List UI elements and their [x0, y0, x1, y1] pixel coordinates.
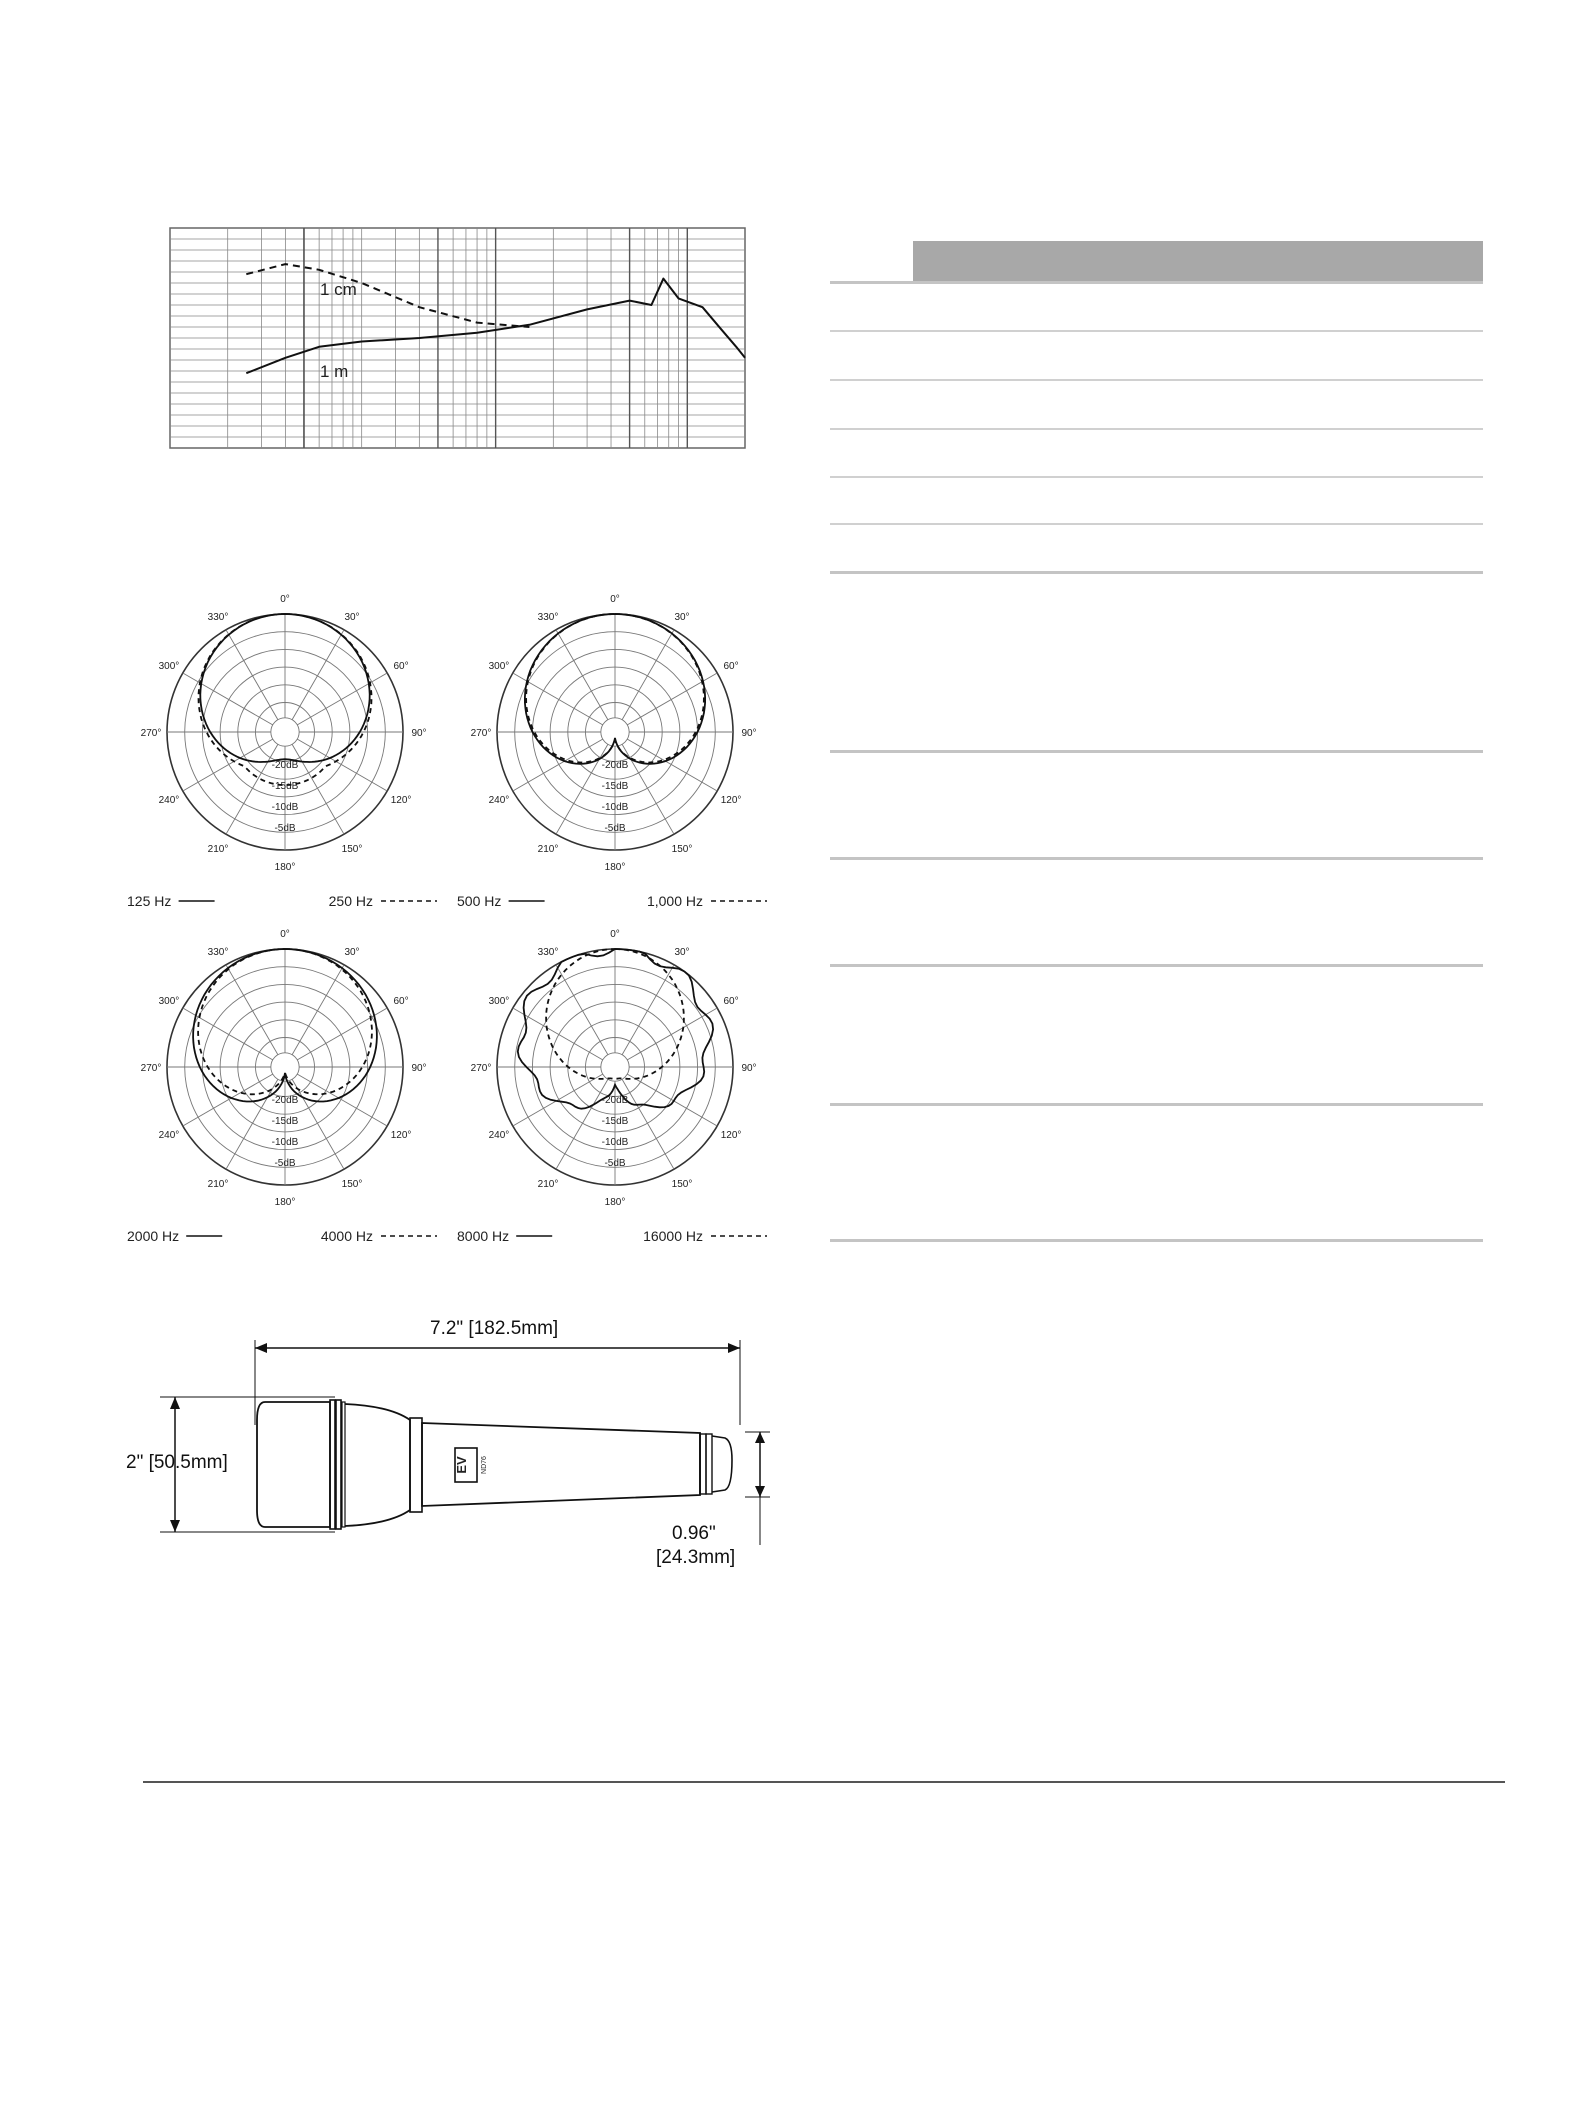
- polar-spoke: [292, 965, 344, 1055]
- polar-angle-label: 30°: [674, 946, 690, 958]
- polar-angle-label: 210°: [537, 1179, 559, 1191]
- polar-db-label: -5dB: [604, 1158, 626, 1169]
- polar-legend-dashed: 250 Hz: [328, 893, 373, 909]
- spec-table-header: [913, 241, 1483, 281]
- polar-spoke: [556, 965, 608, 1055]
- ev-logo-text: EV: [454, 1456, 469, 1474]
- polar-spoke: [226, 965, 278, 1055]
- polar-legend-solid: 2000 Hz: [127, 1228, 180, 1244]
- polar-spoke: [183, 739, 273, 791]
- polar-spoke: [297, 739, 387, 791]
- polar-spoke: [622, 1079, 674, 1169]
- tail-diameter-inch-label: 0.96": [672, 1523, 716, 1544]
- polar-angle-label: 270°: [470, 728, 492, 739]
- spec-row-divider: [830, 964, 1483, 967]
- label-1m: 1 m: [320, 362, 349, 381]
- frequency-response-chart: [160, 220, 760, 460]
- polar-angle-label: 120°: [720, 1130, 742, 1141]
- polar-angle-label: 210°: [207, 844, 229, 856]
- spec-row-divider: [830, 750, 1483, 753]
- polar-spoke: [297, 673, 387, 725]
- polar-angle-label: 270°: [140, 728, 162, 739]
- polar-angle-label: 300°: [158, 661, 180, 672]
- polar-spoke: [292, 1079, 344, 1169]
- spec-row-divider: [830, 571, 1483, 574]
- polar-db-label: -15dB: [271, 781, 299, 792]
- polar-angle-label: 0°: [610, 929, 620, 940]
- polar-db-label: -10dB: [271, 802, 299, 813]
- polar-db-label: -10dB: [601, 802, 629, 813]
- polar-angle-label: 300°: [158, 996, 180, 1007]
- polar-angle-label: 330°: [537, 946, 559, 958]
- polar-angle-label: 180°: [604, 862, 626, 873]
- polar-db-label: -5dB: [274, 823, 296, 834]
- polar-spoke: [627, 739, 717, 791]
- polar-angle-label: 330°: [207, 946, 229, 958]
- spec-row-divider: [830, 476, 1483, 478]
- spec-row-divider: [830, 523, 1483, 525]
- polar-db-label: -5dB: [274, 1158, 296, 1169]
- polar-legend-solid: 500 Hz: [457, 893, 502, 909]
- polar-db-label: -20dB: [601, 1095, 629, 1106]
- polar-ring: [601, 1053, 629, 1081]
- polar-angle-label: 150°: [341, 844, 363, 856]
- polar-spoke: [226, 1079, 278, 1169]
- polar-pattern-2000-4000: [125, 925, 445, 1255]
- polar-angle-label: 60°: [723, 661, 739, 672]
- polar-angle-label: 210°: [207, 1179, 229, 1191]
- polar-spoke: [513, 1008, 603, 1060]
- polar-angle-label: 240°: [158, 795, 180, 806]
- polar-spoke: [226, 630, 278, 720]
- polar-spoke: [292, 630, 344, 720]
- polar-spoke: [627, 1074, 717, 1126]
- polar-spoke: [513, 1074, 603, 1126]
- polar-angle-label: 120°: [720, 795, 742, 806]
- spec-row-divider: [830, 281, 1483, 284]
- polar-legend-solid: 125 Hz: [127, 893, 172, 909]
- polar-angle-label: 240°: [158, 1130, 180, 1141]
- polar-pattern-500-1000: [455, 590, 775, 920]
- polar-spoke: [556, 1079, 608, 1169]
- spec-row-divider: [830, 857, 1483, 860]
- polar-angle-label: 330°: [207, 611, 229, 623]
- spec-row-divider: [830, 428, 1483, 430]
- polar-angle-label: 60°: [723, 996, 739, 1007]
- polar-legend-dashed: 1,000 Hz: [646, 893, 703, 909]
- polar-angle-label: 60°: [393, 661, 409, 672]
- polar-db-label: -20dB: [601, 760, 629, 771]
- polar-ring: [271, 718, 299, 746]
- polar-angle-label: 300°: [488, 661, 510, 672]
- model-text: ND76: [481, 1456, 488, 1474]
- polar-angle-label: 120°: [390, 795, 412, 806]
- polar-db-label: -5dB: [604, 823, 626, 834]
- polar-angle-label: 300°: [488, 996, 510, 1007]
- polar-spoke: [183, 673, 273, 725]
- polar-db-label: -10dB: [601, 1137, 629, 1148]
- polar-angle-label: 90°: [741, 728, 757, 739]
- polar-angle-label: 0°: [280, 594, 290, 605]
- label-1cm: 1 cm: [320, 280, 357, 299]
- polar-angle-label: 180°: [274, 1197, 296, 1208]
- frequency-grid: [170, 228, 745, 448]
- polar-angle-label: 270°: [140, 1063, 162, 1074]
- polar-pattern-125-250: [125, 590, 445, 920]
- polar-spoke: [556, 630, 608, 720]
- polar-pattern-8000-16000: [455, 925, 775, 1255]
- polar-angle-label: 120°: [390, 1130, 412, 1141]
- polar-angle-label: 270°: [470, 1063, 492, 1074]
- spec-row-divider: [830, 330, 1483, 332]
- polar-spoke: [226, 744, 278, 834]
- polar-angle-label: 240°: [488, 795, 510, 806]
- spec-row-divider: [830, 1103, 1483, 1106]
- polar-db-label: -20dB: [271, 1095, 299, 1106]
- polar-angle-label: 180°: [604, 1197, 626, 1208]
- polar-angle-label: 150°: [341, 1179, 363, 1191]
- polar-db-label: -10dB: [271, 1137, 299, 1148]
- polar-spoke: [622, 965, 674, 1055]
- head-diameter-label: 2" [50.5mm]: [126, 1452, 228, 1473]
- polar-angle-label: 90°: [411, 1063, 427, 1074]
- polar-angle-label: 30°: [344, 946, 360, 958]
- polar-angle-label: 180°: [274, 862, 296, 873]
- polar-spoke: [513, 739, 603, 791]
- polar-db-label: -15dB: [601, 781, 629, 792]
- polar-db-label: -20dB: [271, 760, 299, 771]
- polar-angle-label: 330°: [537, 611, 559, 623]
- polar-angle-label: 0°: [610, 594, 620, 605]
- polar-angle-label: 30°: [674, 611, 690, 623]
- spec-row-divider: [830, 1239, 1483, 1242]
- polar-angle-label: 210°: [537, 844, 559, 856]
- polar-angle-label: 60°: [393, 996, 409, 1007]
- polar-angle-label: 30°: [344, 611, 360, 623]
- polar-angle-label: 90°: [741, 1063, 757, 1074]
- polar-spoke: [292, 744, 344, 834]
- footer-divider: [143, 1781, 1505, 1783]
- polar-db-label: -15dB: [271, 1116, 299, 1127]
- polar-angle-label: 150°: [671, 1179, 693, 1191]
- polar-angle-label: 0°: [280, 929, 290, 940]
- polar-spoke: [622, 630, 674, 720]
- spec-row-divider: [830, 379, 1483, 381]
- polar-angle-label: 150°: [671, 844, 693, 856]
- tail-diameter-mm-label: [24.3mm]: [656, 1547, 736, 1568]
- polar-angle-label: 90°: [411, 728, 427, 739]
- polar-legend-dashed: 4000 Hz: [320, 1228, 373, 1244]
- polar-angle-label: 240°: [488, 1130, 510, 1141]
- length-dimension-label: 7.2" [182.5mm]: [430, 1318, 559, 1339]
- polar-legend-solid: 8000 Hz: [457, 1228, 510, 1244]
- polar-db-label: -15dB: [601, 1116, 629, 1127]
- polar-legend-dashed: 16000 Hz: [643, 1228, 703, 1244]
